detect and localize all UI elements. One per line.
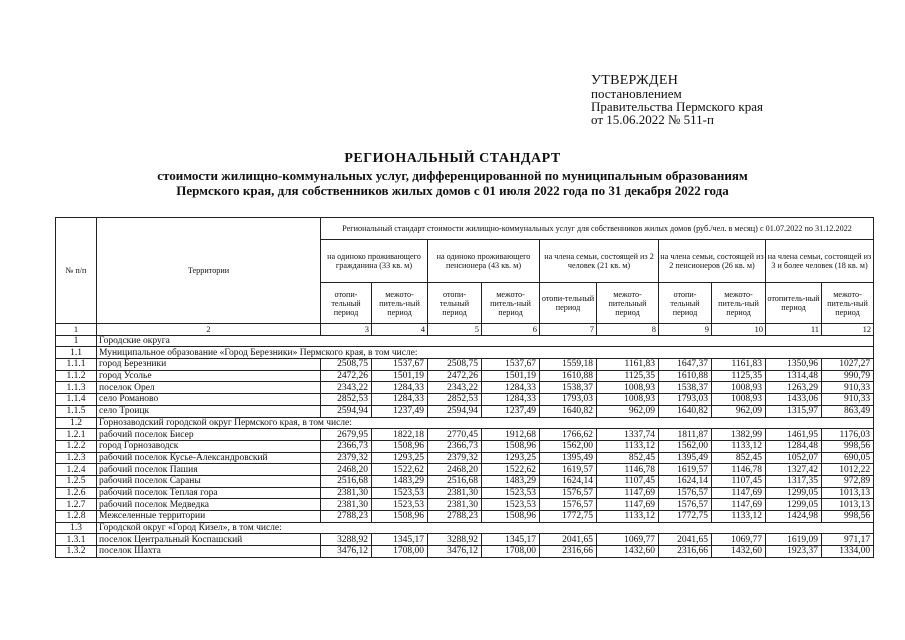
- row-number: 1.1.3: [56, 382, 97, 394]
- table-row: [56, 499, 874, 511]
- header-period-10: межото-питель-ный период: [822, 283, 874, 324]
- value-cell: 1293,25: [482, 452, 540, 464]
- column-index-cell: 12: [822, 324, 874, 336]
- value-cell: 1146,78: [597, 464, 659, 476]
- row-number: 1.1: [56, 347, 97, 359]
- column-index-row: [56, 324, 874, 336]
- value-cell: 2379,32: [321, 452, 372, 464]
- territory-name: поселок Орел: [97, 382, 321, 394]
- row-number: 1.2.4: [56, 464, 97, 476]
- value-cell: 1299,05: [766, 487, 822, 499]
- header-group-5: на члена семьи, состоящей из 3 и более человек (18 кв. м): [766, 240, 874, 283]
- section-row: [56, 335, 874, 347]
- column-index-cell: 5: [428, 324, 482, 336]
- value-cell: 1314,48: [766, 370, 822, 382]
- territory-name: город Усолье: [97, 370, 321, 382]
- table-row: [56, 359, 874, 371]
- value-cell: 1576,57: [659, 487, 712, 499]
- value-cell: 2468,20: [428, 464, 482, 476]
- row-number: 1.2.8: [56, 511, 97, 523]
- value-cell: 1147,69: [597, 487, 659, 499]
- value-cell: 863,49: [822, 405, 874, 417]
- territory-name: Горнозаводский городской округ Пермского края, в том числе:: [97, 417, 874, 429]
- header-group-3: на члена семьи, состоящей из 2 человек (21 кв. м): [540, 240, 659, 283]
- row-number: 1.2: [56, 417, 97, 429]
- value-cell: 852,45: [597, 452, 659, 464]
- value-cell: 962,09: [597, 405, 659, 417]
- value-cell: 1147,69: [712, 499, 766, 511]
- value-cell: 2468,20: [321, 464, 372, 476]
- value-cell: 2381,30: [428, 499, 482, 511]
- value-cell: 2381,30: [321, 499, 372, 511]
- row-number: 1.3.1: [56, 534, 97, 546]
- subtitle-line-2: Пермского края, для собственников жилых домов с 01 июля 2022 года по 31 декабря 2022 года: [176, 183, 729, 198]
- value-cell: 1013,13: [822, 487, 874, 499]
- row-number: 1.2.1: [56, 429, 97, 441]
- value-cell: 1069,77: [712, 534, 766, 546]
- value-cell: 1433,06: [766, 394, 822, 406]
- value-cell: 1772,75: [540, 511, 597, 523]
- header-group: Региональный стандарт стоимости жилищно-коммунальных услуг для собственников жилых домов (руб./чел. в месяц) с 01.07.2022 по 31.12.2022: [321, 218, 874, 240]
- value-cell: 2041,65: [659, 534, 712, 546]
- value-cell: 1013,13: [822, 499, 874, 511]
- value-cell: 972,89: [822, 475, 874, 487]
- value-cell: 1461,95: [766, 429, 822, 441]
- table-row: [56, 429, 874, 441]
- header-period-7: отопи-тельный период: [659, 283, 712, 324]
- column-index-cell: 3: [321, 324, 372, 336]
- value-cell: 1345,17: [372, 534, 428, 546]
- document-subtitle: [0, 168, 905, 198]
- territory-name: рабочий поселок Теплая гора: [97, 487, 321, 499]
- value-cell: 1284,33: [372, 394, 428, 406]
- approval-line-3: Правительства Пермского края: [591, 99, 763, 114]
- table-row: [56, 534, 874, 546]
- header-period-1: отопи-тельный период: [321, 283, 372, 324]
- value-cell: 1069,77: [597, 534, 659, 546]
- value-cell: 2343,22: [428, 382, 482, 394]
- value-cell: 2594,94: [428, 405, 482, 417]
- territory-name: рабочий поселок Медведка: [97, 499, 321, 511]
- value-cell: 1027,27: [822, 359, 874, 371]
- value-cell: 1619,57: [659, 464, 712, 476]
- value-cell: 910,33: [822, 382, 874, 394]
- value-cell: 3288,92: [321, 534, 372, 546]
- value-cell: 1640,82: [540, 405, 597, 417]
- value-cell: 1293,25: [372, 452, 428, 464]
- value-cell: 1537,67: [372, 359, 428, 371]
- value-cell: 1327,42: [766, 464, 822, 476]
- territory-name: поселок Шахта: [97, 546, 321, 558]
- value-cell: 1508,96: [482, 511, 540, 523]
- value-cell: 1766,62: [540, 429, 597, 441]
- territory-name: Межселенные территории: [97, 511, 321, 523]
- territory-name: город Горнозаводск: [97, 440, 321, 452]
- header-territory: Территории: [97, 218, 321, 324]
- value-cell: 1619,57: [540, 464, 597, 476]
- territory-name: Городские округа: [97, 335, 874, 347]
- header-period-3: отопи-тельный период: [428, 283, 482, 324]
- column-index-cell: 9: [659, 324, 712, 336]
- row-number: 1: [56, 335, 97, 347]
- value-cell: 998,56: [822, 511, 874, 523]
- value-cell: 1624,14: [540, 475, 597, 487]
- value-cell: 1237,49: [372, 405, 428, 417]
- table-row: [56, 475, 874, 487]
- territory-name: село Троицк: [97, 405, 321, 417]
- value-cell: 1640,82: [659, 405, 712, 417]
- value-cell: 1523,53: [482, 499, 540, 511]
- value-cell: 2679,95: [321, 429, 372, 441]
- value-cell: 1508,96: [372, 511, 428, 523]
- table-row: [56, 394, 874, 406]
- value-cell: 1912,68: [482, 429, 540, 441]
- value-cell: 3476,12: [428, 546, 482, 558]
- value-cell: 2472,26: [428, 370, 482, 382]
- value-cell: 1284,33: [482, 382, 540, 394]
- value-cell: 2381,30: [428, 487, 482, 499]
- value-cell: 2381,30: [321, 487, 372, 499]
- row-number: 1.1.1: [56, 359, 97, 371]
- table-row: [56, 440, 874, 452]
- table-row: [56, 511, 874, 523]
- value-cell: 1619,09: [766, 534, 822, 546]
- value-cell: 1008,93: [712, 394, 766, 406]
- value-cell: 2366,73: [321, 440, 372, 452]
- header-group-2: на одиноко проживающего пенсионера (43 кв. м): [428, 240, 540, 283]
- table-row: [56, 464, 874, 476]
- column-index-cell: 10: [712, 324, 766, 336]
- value-cell: 962,09: [712, 405, 766, 417]
- value-cell: 990,79: [822, 370, 874, 382]
- row-number: 1.2.5: [56, 475, 97, 487]
- value-cell: 1424,98: [766, 511, 822, 523]
- value-cell: 1610,88: [659, 370, 712, 382]
- value-cell: 1562,00: [659, 440, 712, 452]
- value-cell: 690,05: [822, 452, 874, 464]
- value-cell: 1610,88: [540, 370, 597, 382]
- value-cell: 1337,74: [597, 429, 659, 441]
- value-cell: 1772,75: [659, 511, 712, 523]
- value-cell: 1107,45: [597, 475, 659, 487]
- value-cell: 971,17: [822, 534, 874, 546]
- header-group-4: на члена семьи, состоящей из 2 пенсионеров (26 кв. м): [659, 240, 766, 283]
- value-cell: 2366,73: [428, 440, 482, 452]
- value-cell: 1624,14: [659, 475, 712, 487]
- value-cell: 1161,83: [597, 359, 659, 371]
- value-cell: 1147,69: [597, 499, 659, 511]
- value-cell: 1923,37: [766, 546, 822, 558]
- value-cell: 2516,68: [428, 475, 482, 487]
- value-cell: 1263,29: [766, 382, 822, 394]
- subtitle-line-1: стоимости жилищно-коммунальных услуг, дифференцированной по муниципальным образованиям: [157, 168, 748, 183]
- value-cell: 998,56: [822, 440, 874, 452]
- value-cell: 1576,57: [659, 499, 712, 511]
- value-cell: 2516,68: [321, 475, 372, 487]
- column-index-cell: 2: [97, 324, 321, 336]
- value-cell: 1133,12: [597, 511, 659, 523]
- row-number: 1.1.5: [56, 405, 97, 417]
- row-number: 1.2.3: [56, 452, 97, 464]
- approval-line-4: от 15.06.2022 № 511-п: [591, 112, 714, 127]
- territory-name: город Березники: [97, 359, 321, 371]
- row-number: 1.3.2: [56, 546, 97, 558]
- section-row: [56, 347, 874, 359]
- value-cell: 1508,96: [372, 440, 428, 452]
- approval-block: [591, 74, 891, 126]
- value-cell: 1501,19: [482, 370, 540, 382]
- value-cell: 1317,35: [766, 475, 822, 487]
- value-cell: 1008,93: [712, 382, 766, 394]
- value-cell: 1538,37: [659, 382, 712, 394]
- value-cell: 1537,67: [482, 359, 540, 371]
- value-cell: 1811,87: [659, 429, 712, 441]
- territory-name: Городской округ «Город Кизел», в том числе:: [97, 522, 874, 534]
- header-period-6: межото-пительный период: [597, 283, 659, 324]
- value-cell: 3288,92: [428, 534, 482, 546]
- value-cell: 1284,33: [372, 382, 428, 394]
- value-cell: 2770,45: [428, 429, 482, 441]
- value-cell: 1538,37: [540, 382, 597, 394]
- value-cell: 910,33: [822, 394, 874, 406]
- value-cell: 2788,23: [428, 511, 482, 523]
- value-cell: 1395,49: [659, 452, 712, 464]
- territory-name: село Романово: [97, 394, 321, 406]
- section-row: [56, 417, 874, 429]
- value-cell: 2316,66: [659, 546, 712, 558]
- value-cell: 2852,53: [321, 394, 372, 406]
- value-cell: 1382,99: [712, 429, 766, 441]
- approval-line-1: УТВЕРЖДЕН: [591, 73, 679, 88]
- table-row: [56, 546, 874, 558]
- row-number: 1.3: [56, 522, 97, 534]
- value-cell: 2343,22: [321, 382, 372, 394]
- value-cell: 1125,35: [597, 370, 659, 382]
- value-cell: 1576,57: [540, 499, 597, 511]
- value-cell: 2508,75: [321, 359, 372, 371]
- header-period-4: межото-питель-ный период: [482, 283, 540, 324]
- value-cell: 1647,37: [659, 359, 712, 371]
- value-cell: 852,45: [712, 452, 766, 464]
- value-cell: 1147,69: [712, 487, 766, 499]
- column-index-cell: 8: [597, 324, 659, 336]
- header-period-8: межото-питель-ный период: [712, 283, 766, 324]
- value-cell: 2788,23: [321, 511, 372, 523]
- standard-table-container: [55, 217, 873, 558]
- value-cell: 1052,07: [766, 452, 822, 464]
- value-cell: 1284,48: [766, 440, 822, 452]
- value-cell: 1508,96: [482, 440, 540, 452]
- approval-line-2: постановлением: [591, 86, 682, 101]
- value-cell: 1350,96: [766, 359, 822, 371]
- value-cell: 2041,65: [540, 534, 597, 546]
- value-cell: 1161,83: [712, 359, 766, 371]
- value-cell: 1523,53: [372, 487, 428, 499]
- value-cell: 1133,12: [597, 440, 659, 452]
- territory-name: рабочий поселок Сараны: [97, 475, 321, 487]
- value-cell: 1559,18: [540, 359, 597, 371]
- value-cell: 1008,93: [597, 382, 659, 394]
- territory-name: рабочий поселок Пашия: [97, 464, 321, 476]
- value-cell: 1107,45: [712, 475, 766, 487]
- column-index-cell: 4: [372, 324, 428, 336]
- value-cell: 1793,03: [540, 394, 597, 406]
- value-cell: 2852,53: [428, 394, 482, 406]
- column-index-cell: 6: [482, 324, 540, 336]
- header-period-2: межото-питель-ный период: [372, 283, 428, 324]
- value-cell: 1395,49: [540, 452, 597, 464]
- document-title: РЕГИОНАЛЬНЫЙ СТАНДАРТ: [344, 151, 561, 166]
- value-cell: 1133,12: [712, 511, 766, 523]
- value-cell: 2472,26: [321, 370, 372, 382]
- header-period-5: отопи-тельный период: [540, 283, 597, 324]
- table-row: [56, 382, 874, 394]
- column-index-cell: 1: [56, 324, 97, 336]
- territory-name: Муниципальное образование «Город Березники» Пермского края, в том числе:: [97, 347, 874, 359]
- value-cell: 1708,00: [372, 546, 428, 558]
- value-cell: 1483,29: [482, 475, 540, 487]
- value-cell: 2594,94: [321, 405, 372, 417]
- value-cell: 2316,66: [540, 546, 597, 558]
- territory-name: рабочий поселок Бисер: [97, 429, 321, 441]
- column-index-cell: 11: [766, 324, 822, 336]
- value-cell: 2508,75: [428, 359, 482, 371]
- territory-name: поселок Центральный Коспашский: [97, 534, 321, 546]
- value-cell: 1125,35: [712, 370, 766, 382]
- value-cell: 1522,62: [372, 464, 428, 476]
- value-cell: 1562,00: [540, 440, 597, 452]
- value-cell: 1176,03: [822, 429, 874, 441]
- value-cell: 1523,53: [482, 487, 540, 499]
- value-cell: 1576,57: [540, 487, 597, 499]
- value-cell: 1345,17: [482, 534, 540, 546]
- value-cell: 1146,78: [712, 464, 766, 476]
- row-number: 1.1.2: [56, 370, 97, 382]
- header-period-9: отопитель-ный период: [766, 283, 822, 324]
- header-group-1: на одиноко проживающего гражданина (33 кв. м): [321, 240, 428, 283]
- column-index-cell: 7: [540, 324, 597, 336]
- table-row: [56, 452, 874, 464]
- value-cell: 1432,60: [712, 546, 766, 558]
- value-cell: 1522,62: [482, 464, 540, 476]
- value-cell: 1315,97: [766, 405, 822, 417]
- value-cell: 1432,60: [597, 546, 659, 558]
- value-cell: 1822,18: [372, 429, 428, 441]
- row-number: 1.1.4: [56, 394, 97, 406]
- row-number: 1.2.6: [56, 487, 97, 499]
- row-number: 1.2.7: [56, 499, 97, 511]
- value-cell: 1523,53: [372, 499, 428, 511]
- value-cell: 1501,19: [372, 370, 428, 382]
- value-cell: 1008,93: [597, 394, 659, 406]
- header-no: № п/п: [56, 218, 97, 324]
- value-cell: 3476,12: [321, 546, 372, 558]
- value-cell: 1708,00: [482, 546, 540, 558]
- row-number: 1.2.2: [56, 440, 97, 452]
- section-row: [56, 522, 874, 534]
- standard-table: [55, 217, 874, 558]
- value-cell: 1284,33: [482, 394, 540, 406]
- value-cell: 1299,05: [766, 499, 822, 511]
- territory-name: рабочий поселок Кусье-Александровский: [97, 452, 321, 464]
- value-cell: 1012,22: [822, 464, 874, 476]
- value-cell: 2379,32: [428, 452, 482, 464]
- value-cell: 1793,03: [659, 394, 712, 406]
- table-row: [56, 405, 874, 417]
- value-cell: 1483,29: [372, 475, 428, 487]
- value-cell: 1334,00: [822, 546, 874, 558]
- table-row: [56, 370, 874, 382]
- table-row: [56, 487, 874, 499]
- value-cell: 1237,49: [482, 405, 540, 417]
- value-cell: 1133,12: [712, 440, 766, 452]
